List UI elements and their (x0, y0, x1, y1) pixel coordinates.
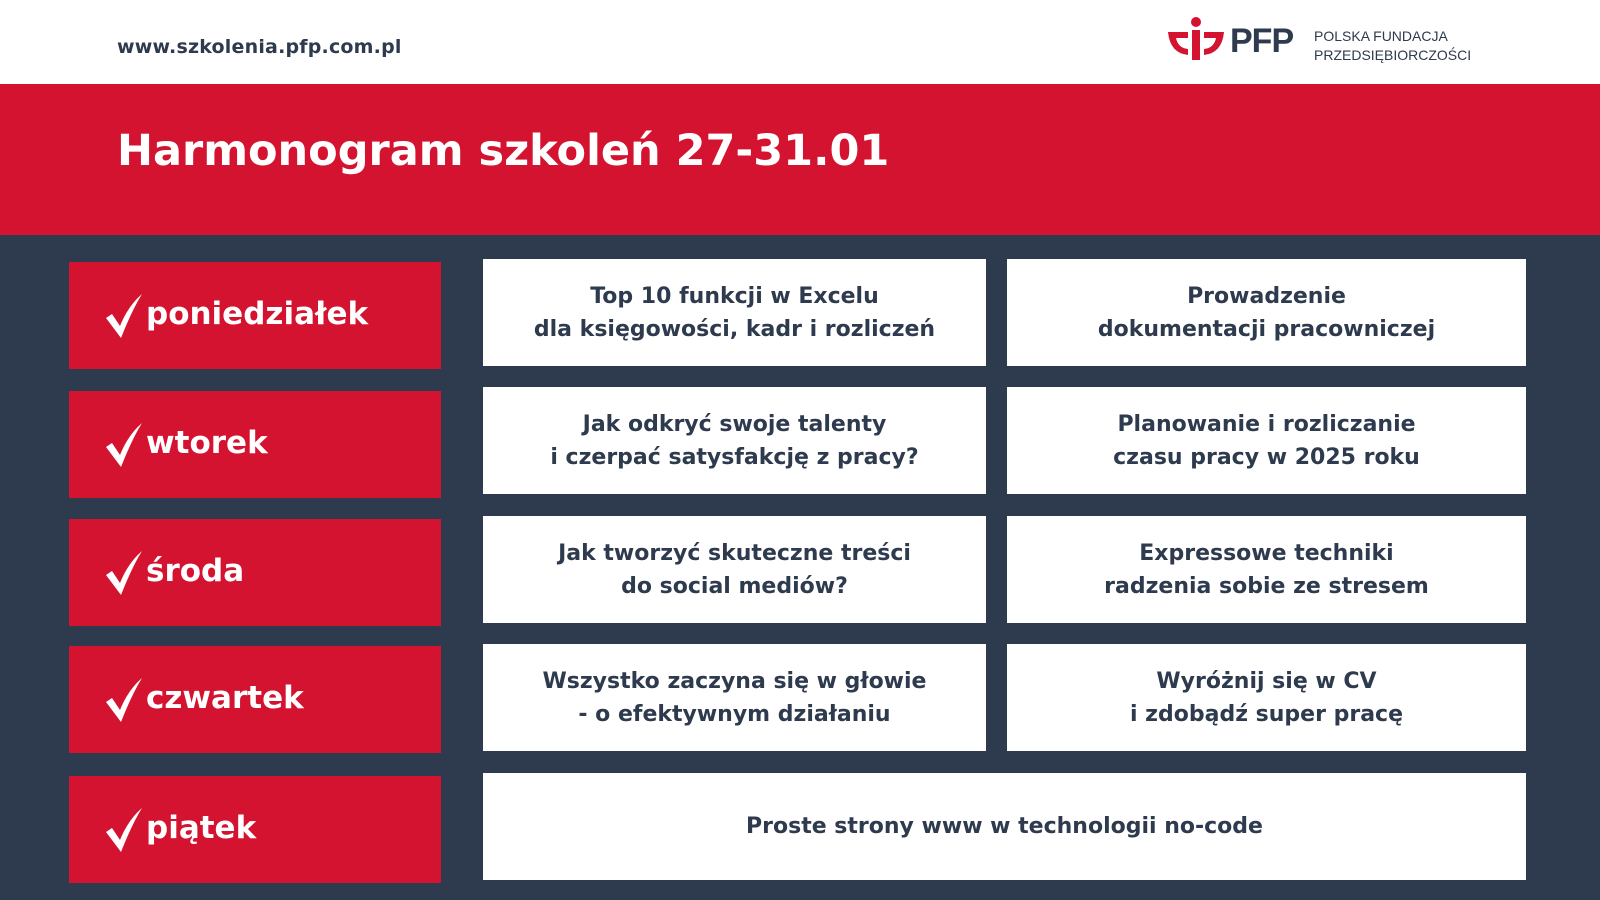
course-card[interactable] (1007, 644, 1526, 751)
course-title-line: i zdobądź super pracę (1129, 701, 1403, 727)
course-title-line: Wszystko zaczyna się w głowie (542, 668, 927, 694)
course-title-line: do social mediów? (621, 573, 848, 599)
logo-wordmark: PFP (1230, 22, 1294, 60)
day-label: czwartek (146, 680, 304, 716)
checkmark-icon (104, 549, 144, 595)
day-label: wtorek (146, 425, 268, 461)
course-title-line: dokumentacji pracowniczej (1097, 316, 1436, 342)
website-url[interactable]: www.szkolenia.pfp.com.pl (117, 36, 402, 58)
course-card[interactable] (483, 387, 986, 494)
course-title-line: Expressowe techniki (1139, 540, 1394, 566)
course-card[interactable] (1007, 387, 1526, 494)
course-title-line: i czerpać satysfakcję z pracy? (550, 444, 919, 470)
pfp-figure-logo-icon (1166, 16, 1226, 60)
course-card[interactable] (1007, 259, 1526, 366)
course-title-line: Planowanie i rozliczanie (1117, 411, 1416, 437)
day-cell (69, 776, 441, 883)
checkmark-icon (104, 676, 144, 722)
course-title-line: Jak tworzyć skuteczne treści (558, 540, 911, 566)
course-card[interactable] (483, 259, 986, 366)
top-bar (0, 0, 1600, 84)
day-label: piątek (146, 810, 257, 846)
course-card[interactable] (483, 773, 1526, 880)
logo-line-1: POLSKA FUNDACJA (1314, 28, 1448, 44)
course-title-line: Prowadzenie (1187, 283, 1346, 309)
course-title-line: Wyróżnij się w CV (1156, 668, 1377, 694)
day-cell (69, 391, 441, 498)
course-title-line: - o efektywnym działaniu (578, 701, 891, 727)
logo-line-2: PRZEDSIĘBIORCZOŚCI (1314, 47, 1472, 63)
course-card[interactable] (483, 516, 986, 623)
course-card[interactable] (483, 644, 986, 751)
day-label: poniedziałek (146, 296, 369, 332)
course-title-line: dla księgowości, kadr i rozliczeń (533, 316, 936, 342)
page-title: Harmonogram szkoleń 27-31.01 (117, 126, 890, 176)
checkmark-icon (104, 292, 144, 338)
course-title-line: radzenia sobie ze stresem (1104, 573, 1429, 599)
course-title-line: Top 10 funkcji w Excelu (590, 283, 879, 309)
day-cell (69, 519, 441, 626)
checkmark-icon (104, 421, 144, 467)
checkmark-icon (104, 806, 144, 852)
day-label: środa (146, 553, 245, 589)
course-card[interactable] (1007, 516, 1526, 623)
day-cell (69, 262, 441, 369)
course-title-line: Proste strony www w technologii no-code (746, 814, 1263, 839)
course-title-line: czasu pracy w 2025 roku (1113, 444, 1420, 470)
title-banner (0, 84, 1600, 235)
course-title-line: Jak odkryć swoje talenty (582, 411, 887, 437)
day-cell (69, 646, 441, 753)
